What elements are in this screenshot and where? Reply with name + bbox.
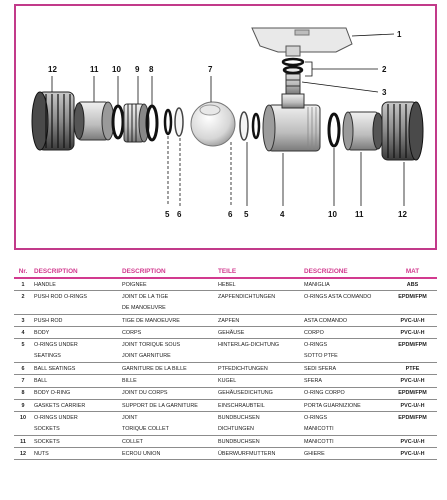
callout-4: 4 [280, 210, 285, 219]
table-row [14, 351, 437, 363]
callout-6-left: 6 [177, 210, 182, 219]
cell-it: CORPO [302, 327, 388, 339]
callout-12-right: 12 [398, 210, 407, 219]
row-number: 3 [14, 314, 32, 326]
cell-mat [388, 351, 437, 363]
cell-it: O-RINGS ASTA COMANDO [304, 293, 372, 300]
cell-it: O-RINGS [304, 414, 328, 421]
table-row [14, 424, 437, 436]
exploded-valve-diagram [14, 4, 437, 250]
row-number: 8 [14, 387, 32, 399]
callout-8: 8 [149, 65, 154, 74]
row-number: 5 [21, 342, 25, 349]
table-row [14, 291, 437, 303]
table-row [14, 448, 437, 460]
parts-table [14, 266, 437, 460]
ball-seat-6-left [175, 108, 183, 136]
union-nut-right [382, 102, 423, 160]
cell-it: SEDI SFERA [302, 363, 388, 375]
cell-de: BUNDBUCHSEN [216, 435, 302, 447]
cell-it: GHIERE [302, 448, 388, 460]
header-teile: TEILE [216, 266, 302, 278]
cell-it: O-RING CORPO [302, 387, 388, 399]
table-row [14, 399, 437, 411]
table-row [14, 412, 437, 424]
cell-fr: JOINT [122, 414, 138, 421]
header-mat: MAT [388, 266, 437, 278]
diagram-drawing [16, 6, 435, 248]
cell-de: ZAPFEN [216, 314, 302, 326]
callout-7: 7 [208, 65, 213, 74]
header-nr: Nr. [14, 266, 32, 278]
socket-left [74, 102, 114, 140]
callout-6-right: 6 [228, 210, 233, 219]
row-number: 4 [14, 327, 32, 339]
cell-it [302, 303, 388, 315]
cell-it: SOTTO PTFE [302, 351, 388, 363]
table-row [14, 435, 437, 447]
cell-en: O-RINGS UNDER [34, 342, 78, 349]
cell-mat [388, 303, 437, 315]
cell-mat: PVC-U/-H [388, 314, 437, 326]
row-number [14, 303, 32, 315]
cell-en: PUSH ROD O-RINGS [34, 293, 88, 300]
table-row [14, 327, 437, 339]
table-row [14, 278, 437, 291]
cell-de [216, 351, 302, 363]
cell-fr: JOINT TORIQUE SOUS [122, 342, 181, 349]
gasket-carrier [124, 104, 149, 142]
row-number: 12 [14, 448, 32, 460]
table-row [14, 303, 437, 315]
table-row [14, 314, 437, 326]
header-description-en: DESCRIPTION [32, 266, 120, 278]
row-number: 2 [21, 293, 25, 300]
cell-en: BALL SEATINGS [32, 363, 120, 375]
cell-en: SOCKETS [32, 424, 120, 436]
cell-mat: ABS [388, 278, 437, 291]
row-number: 6 [14, 363, 32, 375]
cell-en: PUSH ROD [32, 314, 120, 326]
cell-fr: BILLE [120, 375, 216, 387]
push-rod-o-ring-upper [283, 59, 303, 65]
cell-en: SEATINGS [32, 351, 120, 363]
cell-it: PORTA GUARNIZIONE [302, 399, 388, 411]
cell-en: BODY O-RING [32, 387, 120, 399]
cell-de: DICHTUNGEN [216, 424, 302, 436]
callout-10-right: 10 [328, 210, 337, 219]
callout-3: 3 [382, 88, 387, 97]
cell-mat: PVC-U/-H [388, 448, 437, 460]
cell-de: GEHÄUSEDICHTUNG [216, 387, 302, 399]
callout-5-left: 5 [165, 210, 170, 219]
cell-mat [388, 424, 437, 436]
callout-2: 2 [382, 65, 387, 74]
union-nut-left [32, 92, 74, 150]
cell-it: MANIGLIA [302, 278, 388, 291]
cell-de: PTFEDICHTUNGEN [216, 363, 302, 375]
parts-table-body [14, 278, 437, 460]
cell-de: GEHÄUSE [216, 327, 302, 339]
o-ring-5-right [253, 114, 259, 138]
row-number [14, 424, 32, 436]
cell-fr: JOINT GARNITURE [120, 351, 216, 363]
cell-de [216, 303, 302, 315]
callout-5-right: 5 [244, 210, 249, 219]
row-number: 1 [14, 278, 32, 291]
header-descrizione: DESCRIZIONE [302, 266, 388, 278]
callout-11-left: 11 [90, 65, 99, 74]
o-ring-10-left [113, 106, 123, 138]
cell-mat: PVC-U/-H [388, 375, 437, 387]
callout-11-right: 11 [355, 210, 364, 219]
cell-fr: SUPPORT DE LA GARNITURE [120, 399, 216, 411]
o-ring-10-right [329, 114, 339, 146]
cell-it: MANICOTTI [302, 424, 388, 436]
table-row [14, 363, 437, 375]
cell-fr: TIGE DE MANOEUVRE [120, 314, 216, 326]
cell-de: HINTERLAG-DICHTUNG [218, 342, 280, 349]
cell-mat: EPDM/FPM [388, 387, 437, 399]
row-number: 7 [14, 375, 32, 387]
cell-en: HANDLE [32, 278, 120, 291]
row-number: 9 [14, 399, 32, 411]
valve-body [263, 94, 320, 151]
ball [191, 102, 235, 146]
cell-mat: PVC-U/-H [388, 327, 437, 339]
cell-en: BALL [32, 375, 120, 387]
callout-9: 9 [135, 65, 140, 74]
table-row [14, 375, 437, 387]
cell-en: GASKETS CARRIER [32, 399, 120, 411]
cell-fr: JOINT DE LA TIGE [122, 293, 169, 300]
table-header-row [14, 266, 437, 278]
cell-fr: COLLET [120, 435, 216, 447]
cell-fr: ECROU UNION [120, 448, 216, 460]
ball-seat-6-right [240, 112, 248, 140]
callout-1: 1 [397, 30, 402, 39]
cell-mat: PVC-U/-H [388, 399, 437, 411]
table-row [14, 339, 437, 351]
cell-en: SOCKETS [32, 435, 120, 447]
cell-en: O-RINGS UNDER [34, 414, 78, 421]
cell-it: MANICOTTI [302, 435, 388, 447]
cell-fr: GARNITURE DE LA BILLE [120, 363, 216, 375]
cell-en [32, 303, 120, 315]
cell-de: ÜBERWURFMUTTERN [216, 448, 302, 460]
callout-10-left: 10 [112, 65, 121, 74]
row-number: 10 [20, 414, 26, 421]
o-ring-5-left [165, 110, 171, 134]
cell-mat: EPDM/FPM [398, 414, 427, 421]
cell-fr: JOINT DU CORPS [120, 387, 216, 399]
cell-de: ZAPFENDICHTUNGEN [218, 293, 276, 300]
cell-mat: EPDM/FPM [398, 293, 427, 300]
cell-fr: POIGNEE [120, 278, 216, 291]
cell-fr: CORPS [120, 327, 216, 339]
cell-fr: DE MANOEUVRE [120, 303, 216, 315]
cell-it: SFERA [302, 375, 388, 387]
body-o-ring [147, 106, 157, 140]
cell-it: O-RINGS [304, 342, 328, 349]
cell-fr: TORIQUE COLLET [120, 424, 216, 436]
cell-it: ASTA COMANDO [302, 314, 388, 326]
cell-mat: PVC-U/-H [388, 435, 437, 447]
cell-de: BUNDBUCHSEN [218, 414, 260, 421]
cell-en: BODY [32, 327, 120, 339]
cell-de: HEBEL [216, 278, 302, 291]
handle [252, 28, 352, 56]
callout-12-left: 12 [48, 65, 57, 74]
cell-mat: EPDM/FPM [398, 342, 427, 349]
header-description-fr: DESCRIPTION [120, 266, 216, 278]
row-number: 11 [14, 435, 32, 447]
row-number [14, 351, 32, 363]
cell-en: NUTS [32, 448, 120, 460]
socket-right [343, 112, 383, 150]
cell-de: EINSCHRAUBTEIL [216, 399, 302, 411]
cell-de: KUGEL [216, 375, 302, 387]
cell-mat: PTFE [388, 363, 437, 375]
table-row [14, 387, 437, 399]
